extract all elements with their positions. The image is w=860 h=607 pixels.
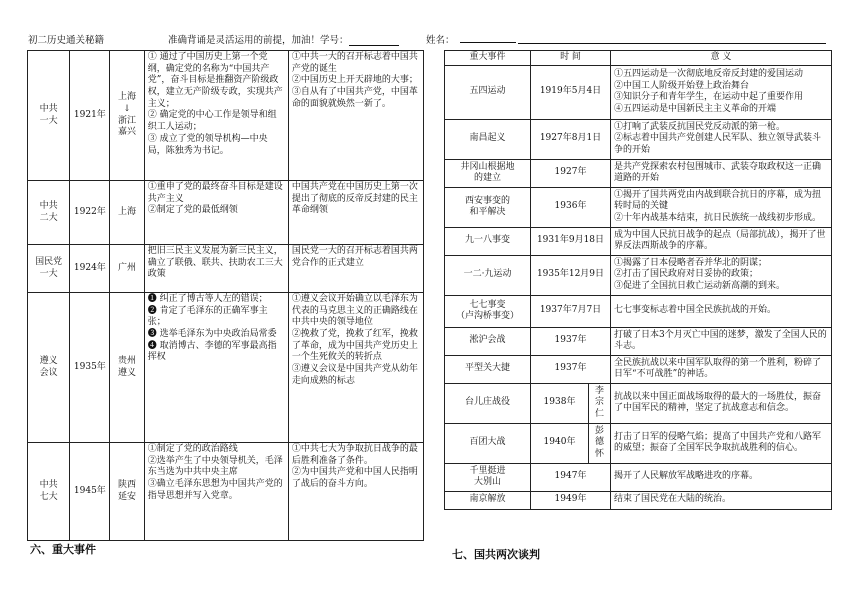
event-time: 1927年8月1日 xyxy=(531,119,611,159)
event-time: 1938年 xyxy=(531,383,589,423)
meeting-name: 中共 七大 xyxy=(28,443,70,541)
event-significance: 揭开了人民解放军战略进攻的序幕。 xyxy=(611,463,832,491)
meeting-place: 贵州 遵义 xyxy=(110,293,144,443)
table-row xyxy=(28,443,424,541)
table-row xyxy=(445,463,832,491)
meeting-time: 1945年 xyxy=(70,443,110,541)
section-six-heading: 六、重大事件 xyxy=(30,543,96,556)
table-row xyxy=(445,119,832,159)
event-significance: 七七事变标志着中国全民族抗战的开始。 xyxy=(611,295,832,327)
meeting-content: 把旧三民主义发展为新三民主义，确立了联俄、联共、扶助农工三大政策 xyxy=(144,245,288,293)
event-commander: 彭德 怀 xyxy=(589,423,611,463)
header-time: 时 间 xyxy=(531,51,611,66)
event-significance: ①揭开了国共两党由内战到联合抗日的序幕，成为扭转时局的关键 ②十年内战基本结束，抗日民族统一战线初步形成。 xyxy=(611,187,832,227)
page-header xyxy=(28,32,828,46)
event-name: 西安事变的 和平解决 xyxy=(445,187,531,227)
event-name: 千里挺进 大别山 xyxy=(445,463,531,491)
table-row xyxy=(445,423,832,463)
table-row xyxy=(28,293,424,443)
meeting-name: 中共 一大 xyxy=(28,51,70,181)
event-significance: ①揭露了日本侵略者吞并华北的阴谋； ②打击了国民政府对日妥协的政策； ③促进了全国抗日救亡运动新高潮的到来。 xyxy=(611,255,832,295)
meeting-place: 上海 ↓ 浙江 嘉兴 xyxy=(110,51,144,181)
event-time: 1937年7月7日 xyxy=(531,295,611,327)
event-time: 1947年 xyxy=(531,463,611,491)
event-name: 南京解放 xyxy=(445,491,531,509)
meeting-time: 1924年 xyxy=(70,245,110,293)
event-name: 南昌起义 xyxy=(445,119,531,159)
event-name: 台儿庄战役 xyxy=(445,383,531,423)
meeting-significance: 中国共产党在中国历史上第一次提出了彻底的反帝反封建的民主革命纲领 xyxy=(288,181,423,245)
meeting-significance: ①中共七大为争取抗日战争的最后胜利准备了条件。 ②为中国共产党和中国人民指明了战后的奋斗方向。 xyxy=(288,443,423,541)
motto-and-id-label xyxy=(168,32,399,46)
meeting-time: 1935年 xyxy=(70,293,110,443)
meeting-name: 中共 二大 xyxy=(28,181,70,245)
meeting-place: 陕西 延安 xyxy=(110,443,144,541)
meeting-time: 1922年 xyxy=(70,181,110,245)
header-event: 重大事件 xyxy=(445,51,531,66)
header-rule xyxy=(518,43,826,44)
event-time: 1931年9月18日 xyxy=(531,227,611,255)
table-row xyxy=(28,245,424,293)
table-row xyxy=(28,51,424,181)
event-name: 井冈山根据地 的建立 xyxy=(445,159,531,187)
table-row xyxy=(445,255,832,295)
event-time: 1940年 xyxy=(531,423,589,463)
event-name: 平型关大捷 xyxy=(445,355,531,383)
event-significance: 打破了日本3个月灭亡中国的迷梦，激发了全国人民的斗志。 xyxy=(611,327,832,355)
table-row xyxy=(445,159,832,187)
event-time: 1935年12月9日 xyxy=(531,255,611,295)
meeting-place: 上海 xyxy=(110,181,144,245)
table-row xyxy=(445,383,832,423)
meeting-content: ①制定了党的政治路线 ②选举产生了中央领导机关，毛泽东当选为中共中央主席 ③确立毛泽东思想为中国共产党的指导思想并写入党章。 xyxy=(144,443,288,541)
meeting-place: 广州 xyxy=(110,245,144,293)
meeting-significance: ①中共一大的召开标志着中国共产党的诞生 ②中国历史上开天辟地的大事； ③自从有了中国共产党，中国革命的面貌就焕然一新了。 xyxy=(288,51,423,181)
table-header-row xyxy=(445,51,832,66)
event-name: 淞沪会战 xyxy=(445,327,531,355)
table-row xyxy=(445,491,832,509)
event-time: 1927年 xyxy=(531,159,611,187)
meeting-name: 国民党 一大 xyxy=(28,245,70,293)
event-significance: 结束了国民党在大陆的统治。 xyxy=(611,491,832,509)
table-row xyxy=(445,65,832,119)
event-significance: 抗战以来中国正面战场取得的最大的一场胜仗，振奋了中国军民的精神，坚定了抗战意志和信念。 xyxy=(611,383,832,423)
student-id-blank[interactable] xyxy=(349,35,399,46)
motto-text: 准确背诵是灵活运用的前提，加油！学号： xyxy=(168,35,349,46)
event-significance: 成为中国人民抗日战争的起点（局部抗战），揭开了世界反法西斯战争的序幕。 xyxy=(611,227,832,255)
table-row xyxy=(445,355,832,383)
event-significance: 打击了日军的侵略气焰；提高了中国共产党和八路军的威望；振奋了全国军民争取抗战胜利的信心。 xyxy=(611,423,832,463)
meeting-name: 遵义 会议 xyxy=(28,293,70,443)
event-name: 一二·九运动 xyxy=(445,255,531,295)
event-time: 1949年 xyxy=(531,491,611,509)
event-significance: ①打响了武装反抗国民党反动派的第一枪。 ②标志着中国共产党创建人民军队、独立领导武装斗争的开始 xyxy=(611,119,832,159)
table-row xyxy=(28,181,424,245)
name-blank[interactable] xyxy=(460,32,516,43)
table-row xyxy=(445,227,832,255)
event-name: 九一八事变 xyxy=(445,227,531,255)
event-significance: 全民族抗战以来中国军队取得的第一个胜利，粉碎了日军“不可战胜”的神话。 xyxy=(611,355,832,383)
event-time: 1936年 xyxy=(531,187,611,227)
meeting-significance: 国民党一大的召开标志着国共两党合作的正式建立 xyxy=(288,245,423,293)
name-label: 姓名： xyxy=(426,35,455,46)
table-row xyxy=(445,187,832,227)
major-events-table xyxy=(444,50,832,510)
event-significance: 是共产党探索农村包围城市、武装夺取政权这一正确道路的开始 xyxy=(611,159,832,187)
event-time: 1919年5月4日 xyxy=(531,65,611,119)
meeting-content: ①重申了党的最终奋斗目标是建设共产主义 ②制定了党的最低纲领 xyxy=(144,181,288,245)
header-significance: 意 义 xyxy=(611,51,832,66)
event-name: 五四运动 xyxy=(445,65,531,119)
event-commander: 李 宗 仁 xyxy=(589,383,611,423)
meeting-content: ① 通过了中国历史上第一个党纲，确定党的名称为“中国共产党”，奋斗目标是推翻资产阶级政权，建立无产阶级专政，实现共产主义； ② 确定党的中心工作是领导和组织工人运动； ③ 成立了党的领导机构—中央局，陈独秀为书记。 xyxy=(144,51,288,181)
party-congress-table xyxy=(27,50,424,541)
table-row xyxy=(445,295,832,327)
meeting-time: 1921年 xyxy=(70,51,110,181)
meeting-significance: ①遵义会议开始确立以毛泽东为代表的马克思主义的正确路线在中共中央的领导地位 ②挽救了党，挽救了红军，挽救了革命，成为中国共产党历史上一个生死攸关的转折点 ③遵义会议是中国共产党从幼年走向成熟的标志 xyxy=(288,293,423,443)
event-name: 七七事变 （卢沟桥事变） xyxy=(445,295,531,327)
event-name: 百团大战 xyxy=(445,423,531,463)
section-seven-heading: 七、国共两次谈判 xyxy=(452,548,540,561)
booklet-title: 初二历史通关秘籍 xyxy=(28,35,105,46)
meeting-content: ❶ 纠正了博古等人左的错误； ❷ 肯定了毛泽东的正确军事主张； ❸ 选举毛泽东为中央政治局常委 ❹ 取消博古、李德的军事最高指挥权 xyxy=(144,293,288,443)
event-significance: ①五四运动是一次彻底地反帝反封建的爱国运动 ②中国工人阶级开始登上政治舞台 ③知识分子和青年学生，在运动中起了重要作用 ④五四运动是中国新民主主义革命的开端 xyxy=(611,65,832,119)
event-time: 1937年 xyxy=(531,355,611,383)
event-time: 1937年 xyxy=(531,327,611,355)
table-row xyxy=(445,327,832,355)
